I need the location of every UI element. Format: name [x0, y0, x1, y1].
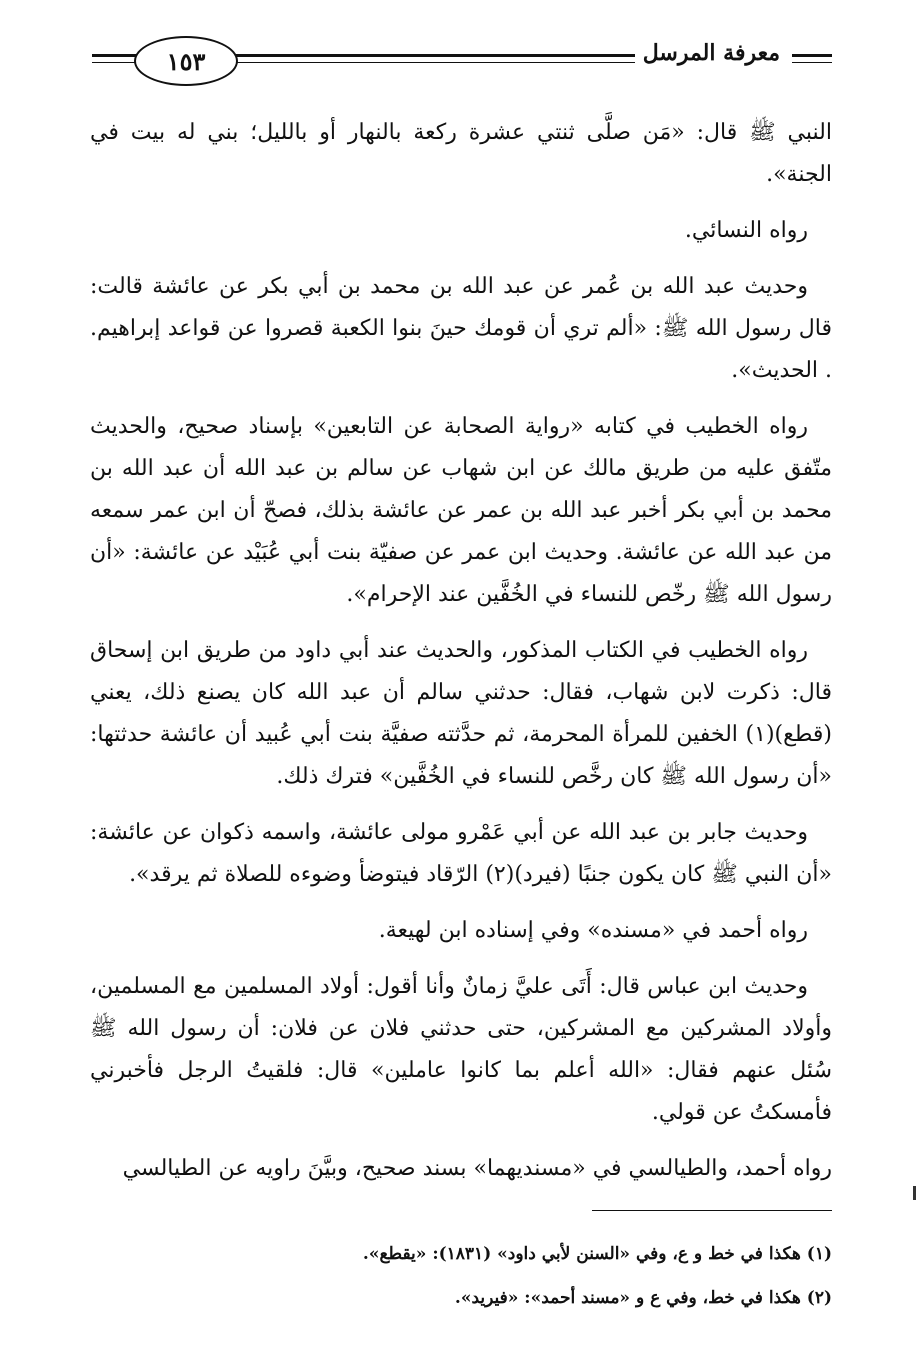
paragraph: رواه الخطيب في كتابه «رواية الصحابة عن التابعين» بإسناد صحيح، والحديث متّفق عليه من طريق مالك عن ابن شهاب عن سالم بن عبد الله أن عبد الله بن محمد بن أبي بكر أخبر عبد الله بن عمر عن عائشة بذلك، فصحّ أن ابن عمر سمعه من عبد الله عن عائشة. وحديث ابن عمر عن صفيّة بنت أبي عُبَيْد عن عائشة: «أن رسول الله ﷺ رخّص للنساء في الخُفَّين عند الإحرام». [90, 414, 832, 607]
paragraph: وحديث عبد الله بن عُمر عن عبد الله بن محمد بن أبي بكر عن عائشة قالت: قال رسول الله ﷺ: «ألم تري أن قومك حينَ بنوا الكعبة قصروا عن قواعد إبراهيم. . الحديث». [90, 274, 832, 383]
header-rule-right [792, 54, 832, 57]
main-text [90, 112, 832, 1204]
header-rule-right-thin [792, 62, 832, 63]
paragraph: رواه النسائي. [684, 218, 808, 243]
edge-mark [913, 1186, 916, 1200]
footnote: (٢) هكذا في خط، وفي ع و «مسند أحمد»: «فيريد». [454, 1288, 832, 1308]
paragraph: رواه أحمد، والطيالسي في «مسنديهما» بسند صحيح، وبيَّنَ راويه عن الطيالسي [122, 1156, 832, 1181]
footnotes [90, 1232, 832, 1320]
footnote: (١) هكذا في خط و ع، وفي «السنن لأبي داود» (١٨٣١): «يقطع». [362, 1244, 832, 1264]
footnote-separator [592, 1210, 832, 1211]
paragraph: النبي ﷺ قال: «مَن صلَّى ثنتي عشرة ركعة بالنهار أو بالليل؛ بني له بيت في الجنة». [90, 120, 832, 187]
running-title: معرفة المرسل [635, 40, 788, 66]
paragraph: وحديث جابر بن عبد الله عن أبي عَمْرو مولى عائشة، واسمه ذكوان عن عائشة: «أن النبي ﷺ كان يكون جنبًا (فيرد)(٢) الرّقاد فيتوضأ وضوءه للصلاة ثم يرقد». [90, 820, 832, 887]
paragraph: رواه أحمد في «مسنده» وفي إسناده ابن لهيعة. [378, 918, 808, 943]
paragraph: وحديث ابن عباس قال: أَتَى عليَّ زمانٌ وأنا أقول: أولاد المسلمين مع المسلمين، وأولاد المشركين مع المشركين، حتى حدثني فلان عن فلان: أن رسول الله ﷺ سُئل عنهم فقال: «الله أعلم بما كانوا عاملين» قال: فلقيتُ الرجل فأخبرني فأمسكتُ عن قولي. [90, 974, 832, 1125]
page-header [92, 28, 832, 88]
paragraph: رواه الخطيب في الكتاب المذكور، والحديث عند أبي داود من طريق ابن إسحاق قال: ذكرت لابن شهاب، فقال: حدثني سالم أن عبد الله كان يصنع ذلك، يعني (قطع)(١) الخفين للمرأة المحرمة، ثم حدَّثته صفيَّة بنت أبي عُبيد أن عائشة حدثتها: «أن رسول الله ﷺ كان رخَّص للنساء في الخُفَّين» فترك ذلك. [90, 638, 832, 789]
page-number: ١٥٣ [134, 36, 238, 86]
